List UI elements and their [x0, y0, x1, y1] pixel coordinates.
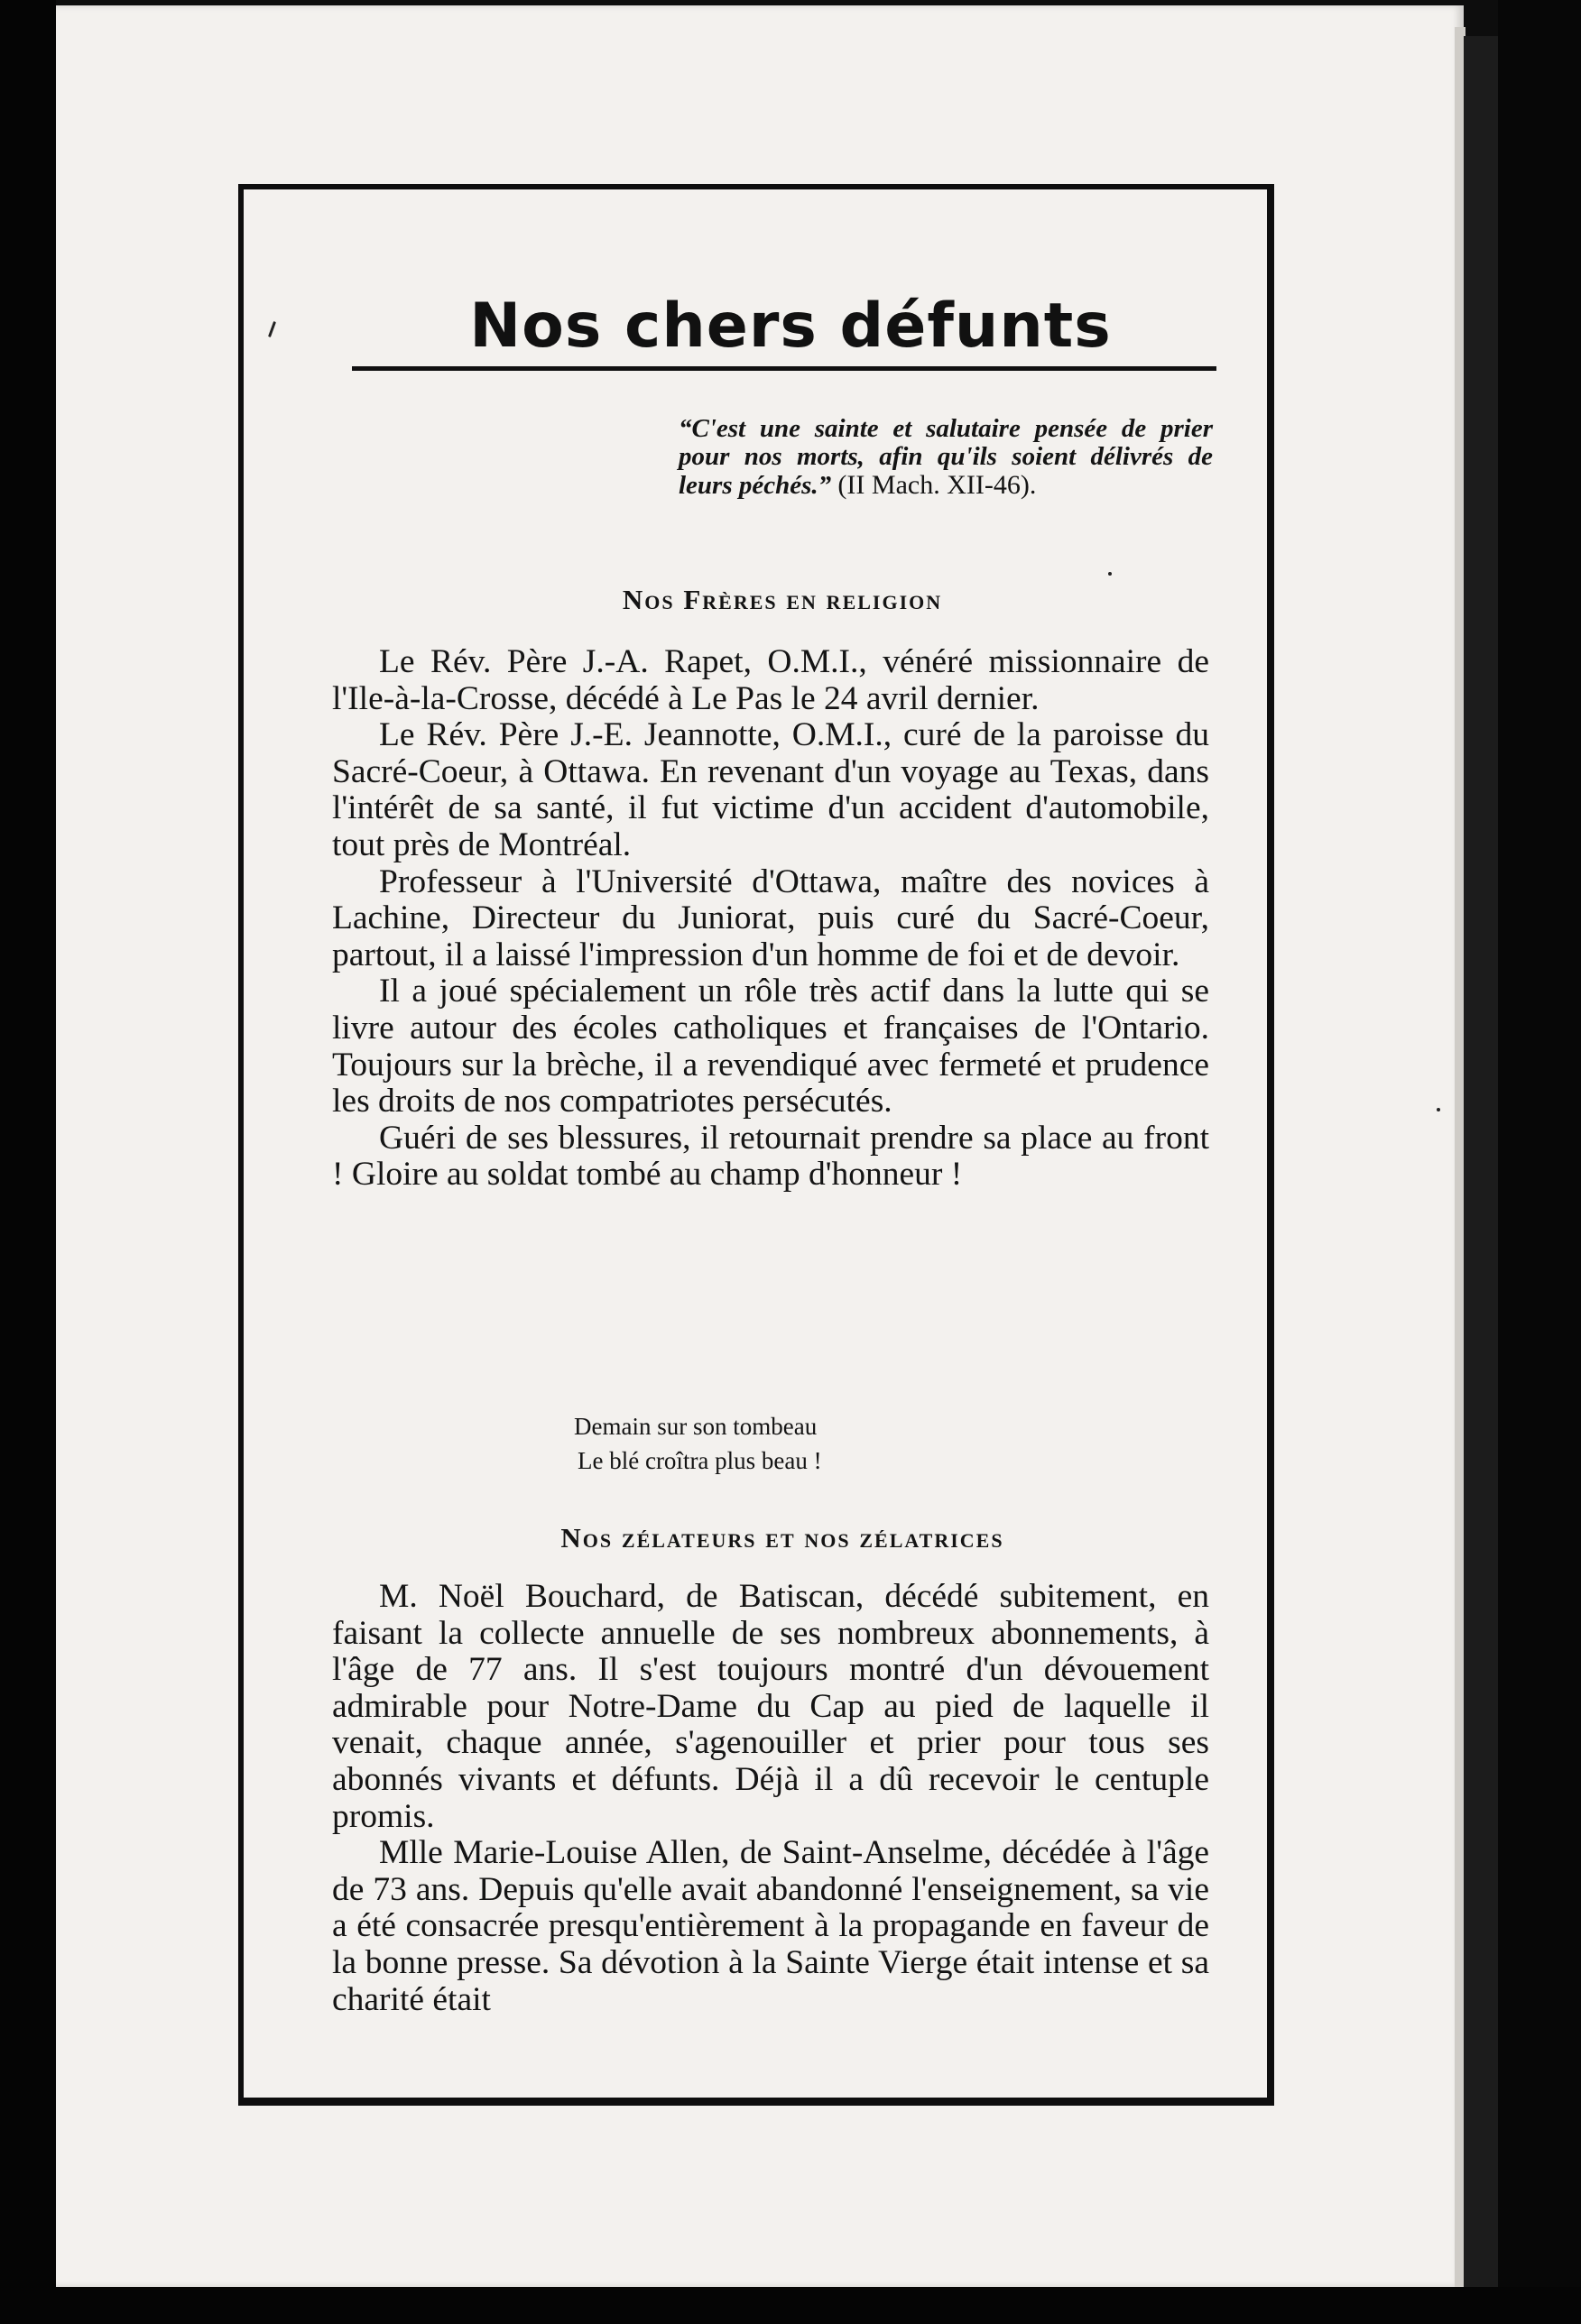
- epigraph-reference: (II Mach. XII-46).: [837, 470, 1037, 500]
- paragraph: Professeur à l'Université d'Ottawa, maître des novices à Lachine, Directeur du Juniorat, puis curé du Sacré-Coeur, partout, il a laissé l'impression d'un homme de foi et de devoir.: [332, 862, 1209, 973]
- verse-line: Le blé croîtra plus beau !: [578, 1447, 822, 1474]
- epigraph-quote: “C'est une sainte et salutaire pensée de prier pour nos morts, afin qu'ils soient délivrés de leurs péchés.”: [679, 414, 1213, 500]
- page-title: Nos chers défunts: [469, 290, 1112, 362]
- epigraph: [679, 415, 1213, 500]
- paragraph: Mlle Marie-Louise Allen, de Saint-Anselme, décédée à l'âge de 73 ans. Depuis qu'elle avait abandonné l'enseignement, sa vie a été consacrée presqu'entièrement à la propagande en faveur de la bonne presse. Sa dévotion à la Sainte Vierge était intense et sa charité était: [332, 1834, 1209, 2018]
- scan-border-right: [1498, 0, 1581, 2324]
- verse-line: Demain sur son tombeau: [574, 1413, 818, 1440]
- paragraph: Il a joué spécialement un rôle très actif dans la lutte qui se livre autour des écoles catholiques et françaises de l'Ontario. Toujours sur la brèche, il a revendiqué avec fermeté et prudence les droits de nos compatriotes persécutés.: [332, 973, 1209, 1120]
- section-heading-freres: Nos Frères en religion: [622, 584, 943, 615]
- title-underline: [352, 366, 1216, 371]
- verse: [574, 1409, 971, 1478]
- section-freres-body: [332, 644, 1209, 1194]
- paragraph: Le Rév. Père J.-E. Jeannotte, O.M.I., curé de la paroisse du Sacré-Coeur, à Ottawa. En revenant d'un voyage au Texas, dans l'intérêt de sa santé, il fut victime d'un accident d'automobile, tout près de Montréal.: [332, 716, 1209, 863]
- scan-border-left: [0, 0, 56, 2324]
- scan-speck: [1108, 572, 1112, 576]
- paragraph: Le Rév. Père J.-A. Rapet, O.M.I., vénéré missionnaire de l'Ile-à-la-Crosse, décédé à Le Pas le 24 avril dernier.: [332, 643, 1209, 717]
- paragraph: M. Noël Bouchard, de Batiscan, décédé subitement, en faisant la collecte annuelle de ses nombreux abonnements, à l'âge de 77 ans. Il s'est toujours montré d'un dévouement admirable pour Notre-Dame du Cap au pied de laquelle il venait, chaque année, s'agenouiller et prier pour tous ses abonnés vivants et défunts. Déjà il a dû recevoir le centuple promis.: [332, 1578, 1209, 1835]
- scan-speck: [1437, 1108, 1440, 1111]
- section-zelateurs-body: [332, 1579, 1209, 2018]
- scan-border-bottom: [0, 2287, 1581, 2324]
- paragraph: Guéri de ses blessures, il retournait prendre sa place au front ! Gloire au soldat tombé au champ d'honneur !: [332, 1119, 1209, 1194]
- page-gutter-shadow: [1464, 36, 1498, 2287]
- section-heading-zelateurs: Nos zélateurs et nos zélatrices: [560, 1522, 1004, 1554]
